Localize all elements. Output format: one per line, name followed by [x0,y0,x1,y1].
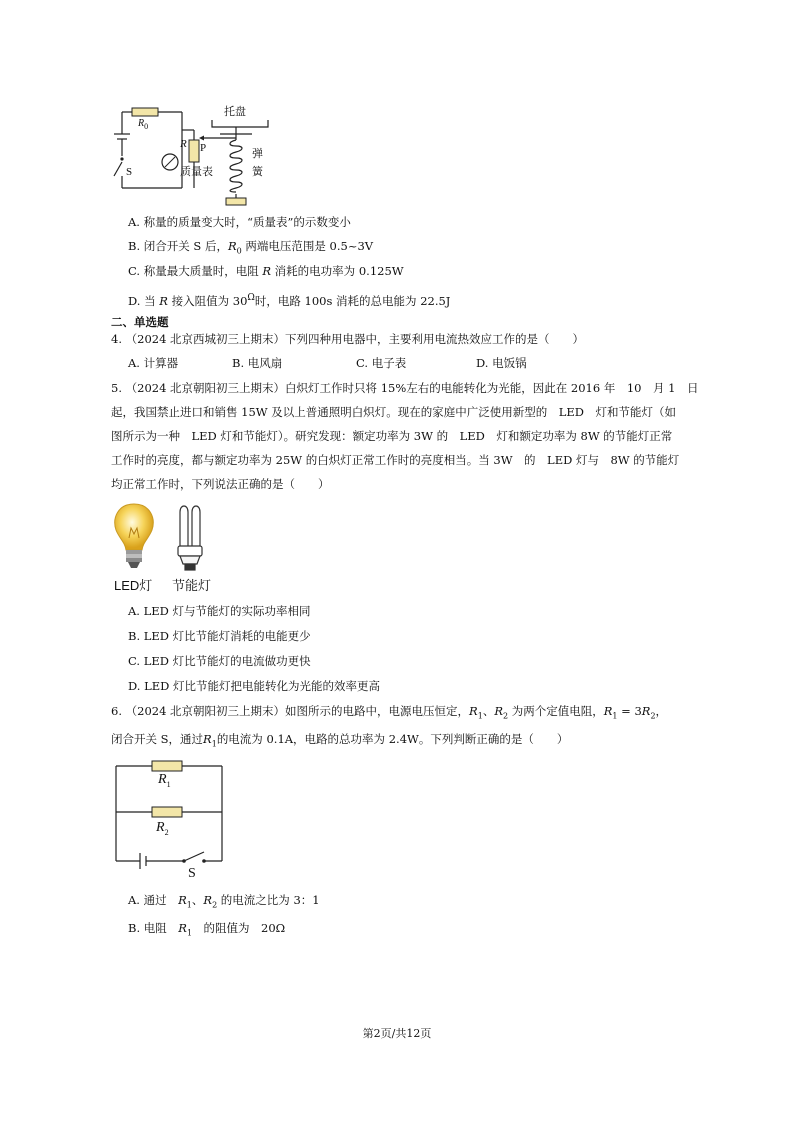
q4-option-c: C. 电子表 [356,356,407,370]
q4-option-d: D. 电饭锅 [476,356,527,370]
spring-label-1: 弹 [252,147,263,160]
r1-resistor [152,761,182,771]
q5-stem-line-3: 图所示为一种 LED 灯和节能灯）。研究发现：额定功率为 3W 的 LED 灯和额定功率为 8W 的节能灯正常 [111,429,673,443]
tray-label: 托盘 [224,105,246,118]
q3-option-d: D. 当 R 接入阻值为 $30^\Omega$时，电路 100s 消耗的总电能为 22.5J [128,293,451,308]
q4-option-a: A. 计算器 [128,356,179,370]
r2-label: $R_2$ [156,820,169,837]
q3-option-c: C. 称量最大质量时，电阻 R 消耗的电功率为 0.125W [128,264,404,278]
q4-stem: 4. （2024 北京西城初三上期末）下列四种用电器中，主要利用电流热效应工作的是（ ） [111,332,585,346]
r1-label: $R_1$ [158,772,171,789]
q3-option-b: B. 闭合开关 S 后，$R_0$ 两端电压范围是 0.5~3V [128,239,374,256]
q5-option-d: D. LED 灯比节能灯把电能转化为光能的效率更高 [128,679,381,693]
switch-label: S [126,166,133,178]
page-number: 第2页/共12页 [362,1027,432,1040]
r0-resistor [132,108,158,116]
q6-stem-line-2: 闭合开关 S，通过$R_1$的电流为 0.1A，电路的总功率为 2.4W。下列判断正确的是（ ） [111,732,569,749]
rheostat [189,140,199,162]
switch-s-label: S [188,866,196,881]
q6-stem-line-1: 6. （2024 北京朝阳初三上期末）如图所示的电路中，电源电压恒定，$R_1$、$R_2$ 为两个定值电阻，$R_1 = 3R_2$， [111,704,668,721]
q5-option-a: A. LED 灯与节能灯的实际功率相同 [128,604,311,618]
r2-resistor [152,807,182,817]
r-label: R [180,138,187,150]
q5-stem-line-2: 起，我国禁止进口和销售 15W 及以上普通照明白炽灯。现在的家庭中广泛使用新型的 LED 灯和节能灯（如 [111,405,677,419]
q5-lamps-figure [108,498,228,598]
q5-stem-line-1: 5. （2024 北京朝阳初三上期末）白炽灯工作时只将 15%左右的电能转化为光能，因此在 2016 年 10 月 1 日 [111,381,699,395]
q5-option-b: B. LED 灯比节能灯消耗的电能更少 [128,629,311,643]
cfl-bulb-icon [178,506,202,570]
q5-lamps-illustration [108,498,228,576]
meter-label: 质量表 [180,165,213,178]
q5-stem-line-4: 工作时的亮度，都与额定功率为 25W 的白炽灯正常工作时的亮度相当。当 3W 的 LED 灯与 8W 的节能灯 [111,453,680,467]
q5-stem-line-5: 均正常工作时，下列说法正确的是（ ） [111,477,330,491]
q5-option-c: C. LED 灯比节能灯的电流做功更快 [128,654,311,668]
section-title: 二、单选题 [111,315,169,329]
q6-option-b: B. 电阻 $R_1$ 的阻值为 20Ω [128,921,286,938]
q6-circuit-figure [112,756,232,884]
q3-circuit-figure [100,100,300,212]
r0-label: $R_0$ [138,118,149,131]
q6-option-a: A. 通过 $R_1$、$R_2$ 的电流之比为 3：1 [128,893,320,910]
cfl-caption: 节能灯 [172,578,212,593]
q6-circuit-diagram [112,756,232,884]
q4-option-b: B. 电风扇 [232,356,283,370]
spring-base [226,198,246,205]
q3-option-a: A. 称量的质量变大时，“质量表”的示数变小 [128,215,351,229]
led-caption: LED灯 [114,578,153,593]
led-bulb-icon [115,504,153,568]
spring-label-2: 簧 [252,165,263,178]
q3-circuit-diagram [100,100,300,212]
p-label: P [200,142,207,154]
